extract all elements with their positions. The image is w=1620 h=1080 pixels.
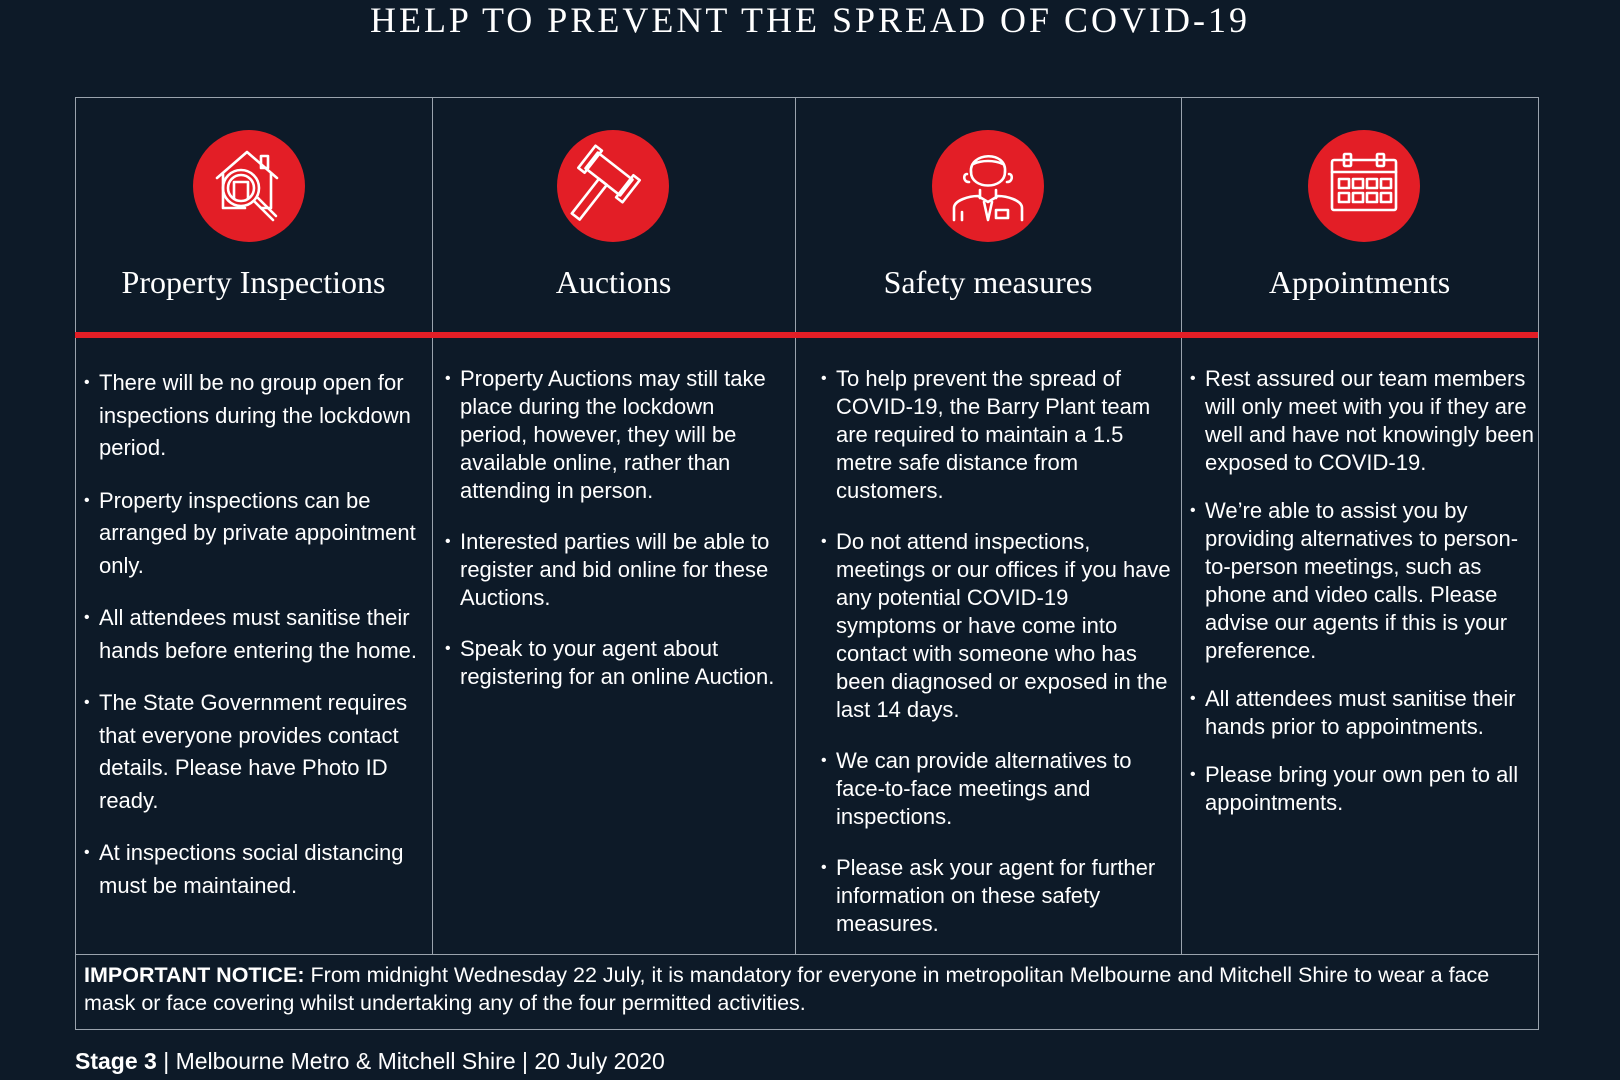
list-item: • To help prevent the spread of COVID-19, the Barry Plant team are required to maintain a 1.5 metre safe distance from customers. — [821, 365, 1171, 505]
list-item: • Rest assured our team members will only meet with you if they are well and have not knowingly been exposed to COVID-19. — [1190, 365, 1535, 477]
list-item: • Do not attend inspections, meetings or our offices if you have any potential COVID-19 symptoms or have come into contact with someone who has been diagnosed or exposed in the last 14 days. — [821, 528, 1171, 724]
column-heading: Safety measures — [883, 264, 1093, 300]
column-divider — [1181, 97, 1182, 954]
list-item: • Please ask your agent for further information on these safety measures. — [821, 854, 1171, 938]
page-title: HELP TO PREVENT THE SPREAD OF COVID-19 — [369, 0, 1251, 40]
footer — [75, 1046, 665, 1076]
list-item: • Speak to your agent about registering for an online Auction. — [445, 635, 785, 691]
bullet-list — [821, 365, 1171, 961]
calendar-icon — [1308, 130, 1420, 242]
header-divider-rule — [75, 332, 1538, 338]
list-item: • Interested parties will be able to register and bid online for these Auctions. — [445, 528, 785, 612]
list-item: • All attendees must sanitise their hands prior to appointments. — [1190, 685, 1535, 741]
list-item: • Please bring your own pen to all appointments. — [1190, 761, 1535, 817]
column-divider — [432, 97, 433, 954]
list-item: • We can provide alternatives to face-to-face meetings and inspections. — [821, 747, 1171, 831]
footer-stage: Stage 3 — [75, 1048, 157, 1074]
list-item: • The State Government requires that everyone provides contact details. Please have Photo ID ready. — [84, 687, 429, 817]
list-item: • Property Auctions may still take place during the lockdown period, however, they will be available online, rather than attending in person. — [445, 365, 785, 505]
list-item: • At inspections social distancing must be maintained. — [84, 837, 429, 902]
bullet-list — [1190, 365, 1535, 837]
column-divider — [795, 97, 796, 954]
house-magnifier-icon — [193, 130, 305, 242]
list-item: • Property inspections can be arranged by private appointment only. — [84, 485, 429, 583]
column-heading: Appointments — [1268, 264, 1451, 300]
notice-text: From midnight Wednesday 22 July, it is mandatory for everyone in metropolitan Melbourne and Mitchell Shire to wear a face mask or face covering whilst undertaking any of the four permitted activities. — [84, 963, 1490, 1015]
list-item: • There will be no group open for inspections during the lockdown period. — [84, 367, 429, 465]
notice-label: IMPORTANT NOTICE: — [84, 963, 305, 987]
footer-details: | Melbourne Metro & Mitchell Shire | 20 July 2020 — [156, 1048, 665, 1074]
notice-divider — [75, 954, 1538, 955]
list-item: • All attendees must sanitise their hands before entering the home. — [84, 602, 429, 667]
bullet-list — [84, 367, 429, 922]
agent-person-icon — [932, 130, 1044, 242]
column-heading: Auctions — [555, 264, 672, 300]
important-notice — [84, 961, 1529, 1017]
bullet-list — [445, 365, 785, 714]
column-heading: Property Inspections — [121, 264, 386, 300]
gavel-icon — [557, 130, 669, 242]
list-item: • We’re able to assist you by providing alternatives to person-to-person meetings, such as phone and video calls. Please advise our agents if this is your preference. — [1190, 497, 1535, 665]
